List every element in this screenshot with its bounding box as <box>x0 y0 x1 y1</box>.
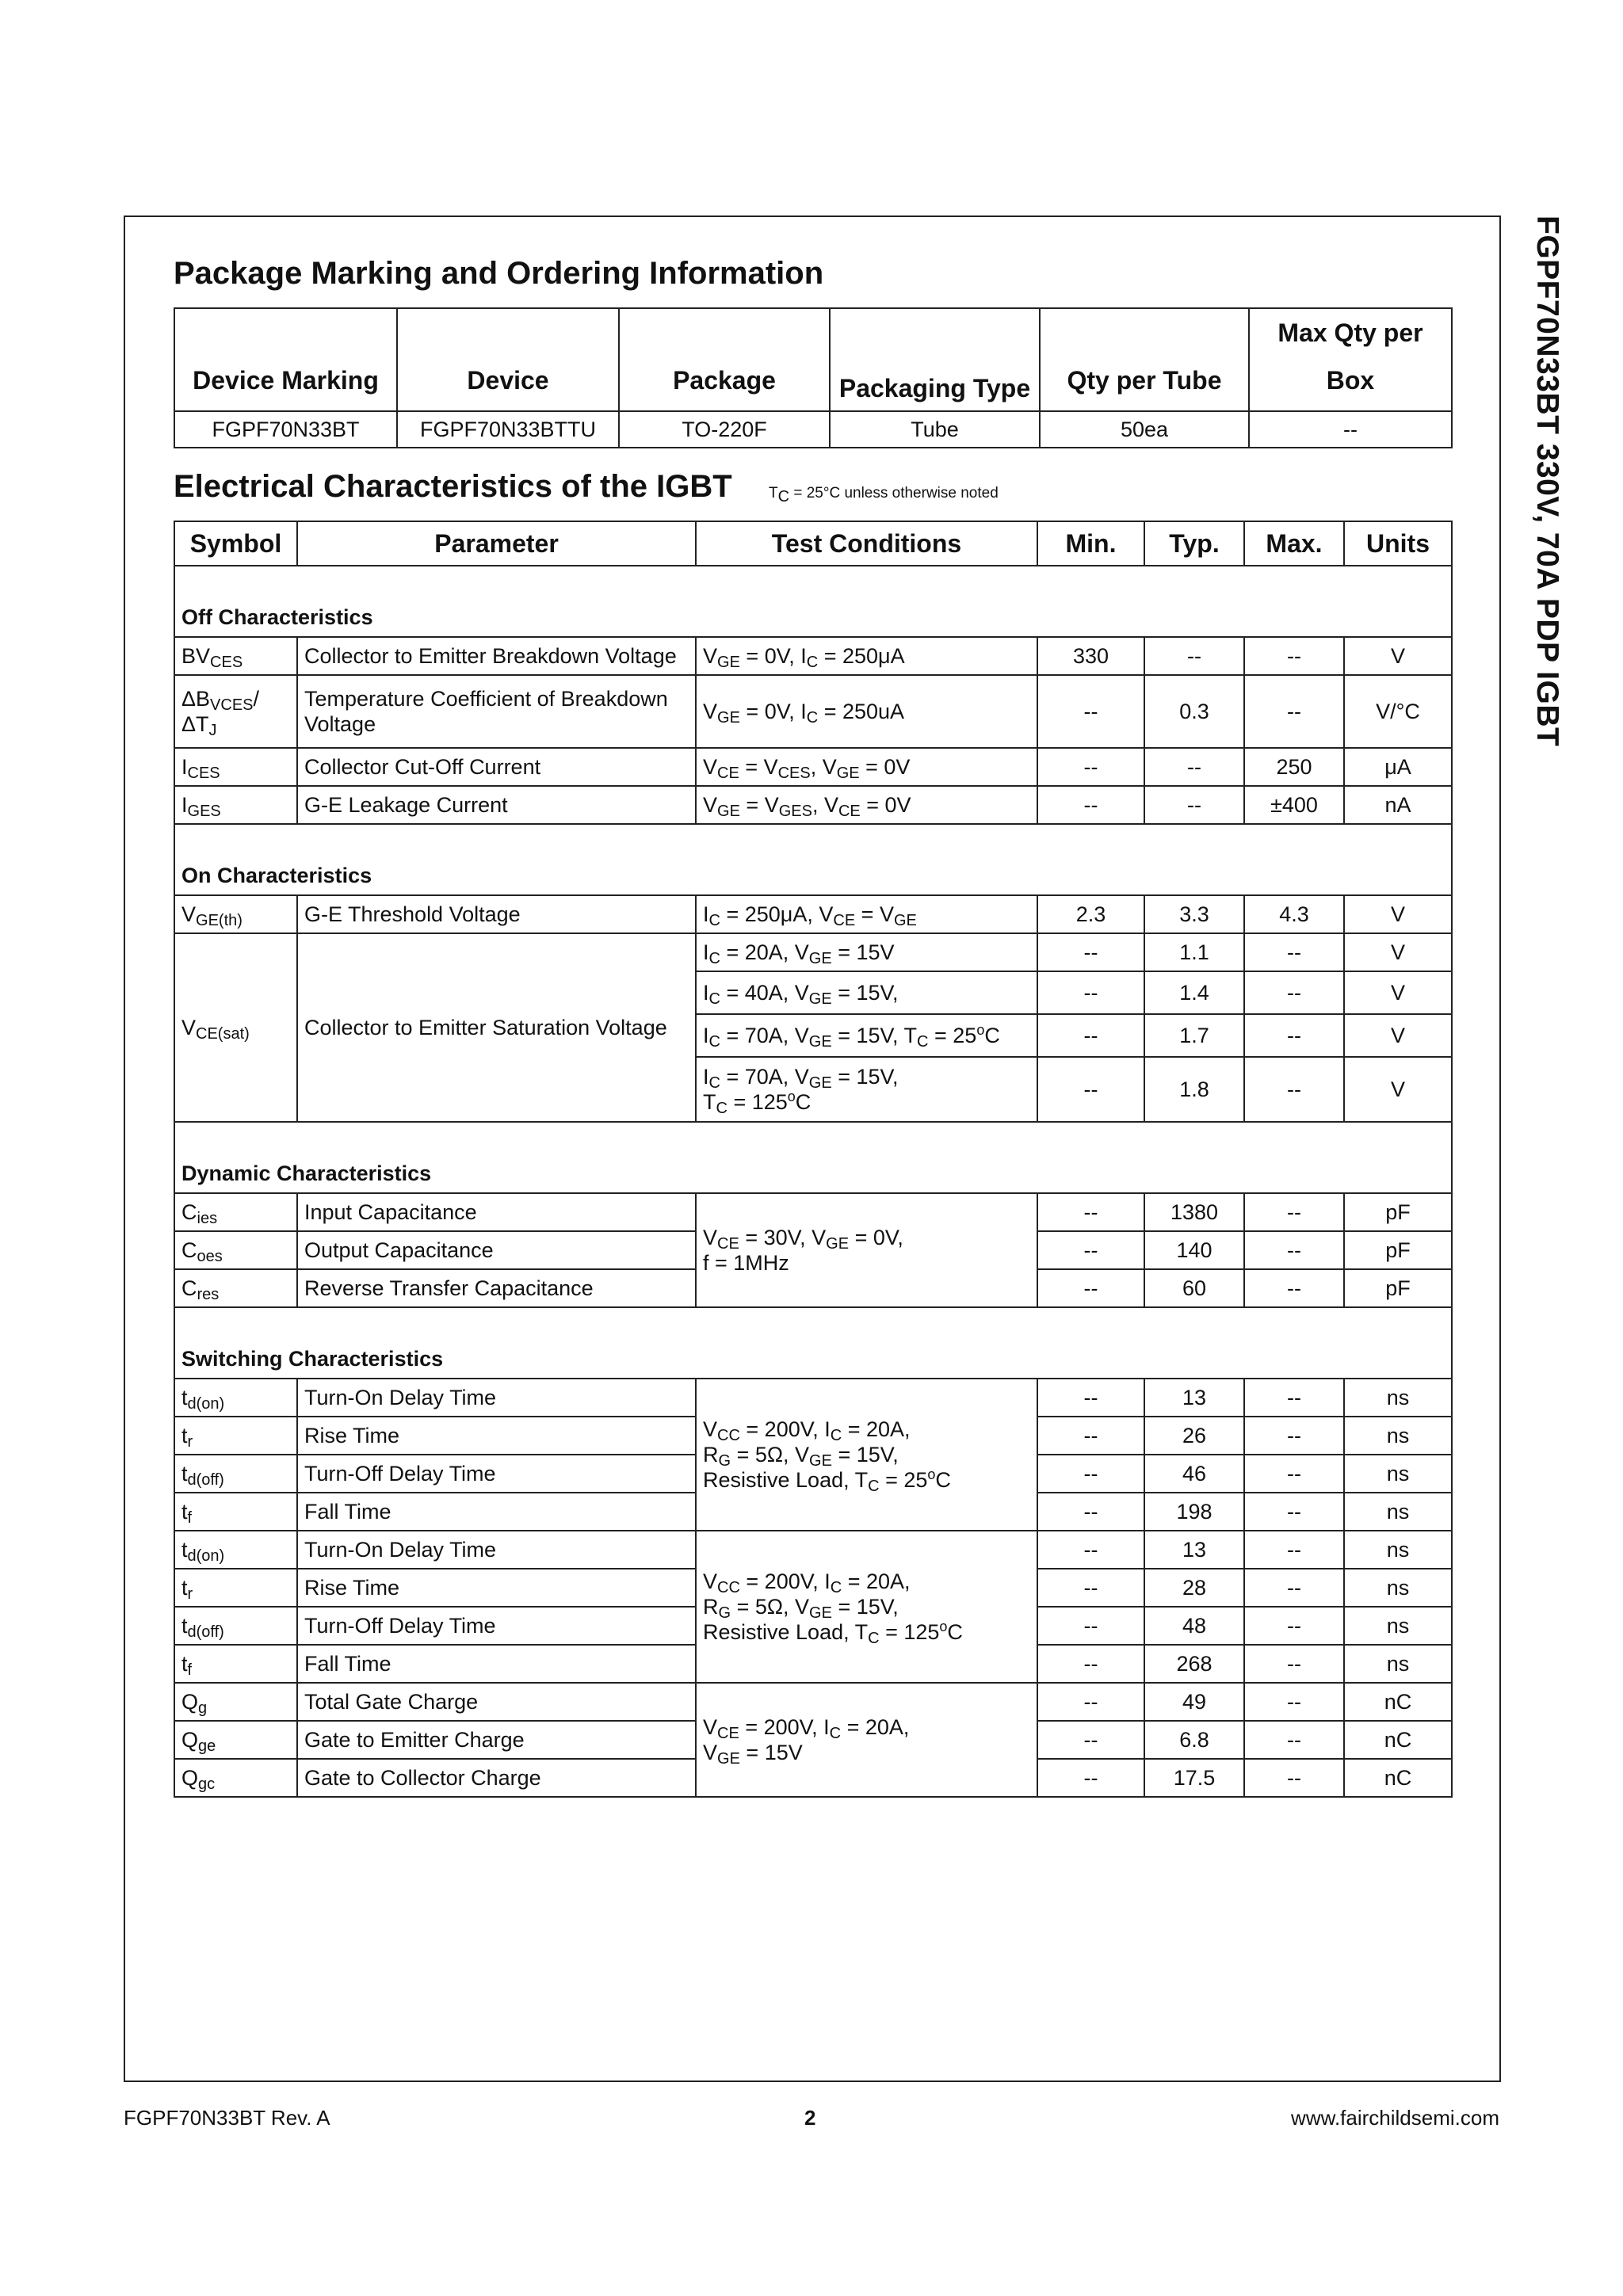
ordering-row <box>174 411 1452 448</box>
cell-qty-per-tube: 50ea <box>1040 411 1249 448</box>
cell-device-marking: FGPF70N33BT <box>174 411 397 448</box>
header-device: Device <box>397 308 619 411</box>
footer-revision: FGPF70N33BT Rev. A <box>124 2106 330 2130</box>
table-row: $Q_{gc}$ Gate to Collector Charge -- 17.5 -- nC <box>174 1759 1452 1797</box>
cell-device: FGPF70N33BTTU <box>397 411 619 448</box>
header-test-conditions: Test Conditions <box>696 521 1037 566</box>
table-row: $t_{d(on)}$ Turn-On Delay Time $V_{CC} = 200V$, $I_C = 20A$, $R_G = 5\Omega$, $V_{GE} = 15V$, Resistive Load, $T_C = 25^oC$ -- 13 -- ns <box>174 1379 1452 1417</box>
table-row: $I_C = 70A$, $V_{GE} = 15V$, $T_C = 125^oC$ -- 1.8 -- V <box>174 1057 1452 1122</box>
electrical-header-row <box>174 521 1452 566</box>
table-row: $I_{CES}$ Collector Cut-Off Current $V_{CE} = V_{CES}$, $V_{GE} = 0V$ -- -- 250 μA <box>174 748 1452 786</box>
page-number: 2 <box>804 2106 816 2130</box>
section-off: Off Characteristics <box>174 566 1452 637</box>
table-row: $t_r$ Rise Time -- 26 -- ns <box>174 1417 1452 1455</box>
table-row: $t_{d(on)}$ Turn-On Delay Time $V_{CC} = 200V$, $I_C = 20A$, $R_G = 5\Omega$, $V_{GE} = 15V$, Resistive Load, $T_C = 125^oC$ -- 13 -- ns <box>174 1531 1452 1569</box>
side-title: FGPF70N33BT 330V, 70A PDP IGBT <box>1530 215 1564 747</box>
table-row: $Q_{ge}$ Gate to Emitter Charge -- 6.8 -- nC <box>174 1721 1452 1759</box>
ordering-header-row <box>174 308 1452 411</box>
table-row: $BV_{CES}$ Collector to Emitter Breakdown Voltage $V_{GE} = 0V$, $I_C = 250\mu A$ 330 -- -- V <box>174 637 1452 675</box>
electrical-table <box>174 521 1453 1798</box>
package-section-title: Package Marking and Ordering Information <box>174 256 824 291</box>
table-row: $I_{GES}$ G-E Leakage Current $V_{GE} = V_{GES}$, $V_{CE} = 0V$ -- -- ±400 nA <box>174 786 1452 824</box>
header-qty-per-tube: Qty per Tube <box>1040 308 1249 411</box>
table-row: $I_C = 70A$, $V_{GE} = 15V$, $T_C = 25^oC$ -- 1.7 -- V <box>174 1014 1452 1057</box>
ordering-table <box>174 307 1453 448</box>
table-row: $t_r$ Rise Time -- 28 -- ns <box>174 1569 1452 1607</box>
table-row: $\Delta B_{VCES}/$ $\Delta T_J$ Temperature Coefficient of Breakdown Voltage $V_{GE} = 0V$, $I_C = 250uA$ -- 0.3 -- V/°C <box>174 675 1452 748</box>
table-row: $t_f$ Fall Time -- 268 -- ns <box>174 1645 1452 1683</box>
table-row: $C_{ies}$ Input Capacitance $V_{CE} = 30V$, $V_{GE} = 0V$, f = 1MHz -- 1380 -- pF <box>174 1193 1452 1231</box>
table-row: $V_{CE(sat)}$ Collector to Emitter Saturation Voltage $I_C = 20A$, $V_{GE} = 15V$ -- 1.1 -- V <box>174 933 1452 971</box>
cell-max-qty: -- <box>1249 411 1452 448</box>
section-on: On Characteristics <box>174 824 1452 895</box>
header-parameter: Parameter <box>297 521 696 566</box>
table-row: $t_{d(off)}$ Turn-Off Delay Time -- 46 -- ns <box>174 1455 1452 1493</box>
header-device-marking: Device Marking <box>174 308 397 411</box>
header-min: Min. <box>1037 521 1144 566</box>
table-row: $Q_g$ Total Gate Charge $V_{CE} = 200V$, $I_C = 20A$, $V_{GE} = 15V$ -- 49 -- nC <box>174 1683 1452 1721</box>
footer-website-link[interactable]: www.fairchildsemi.com <box>1291 2106 1499 2130</box>
header-package: Package <box>619 308 830 411</box>
header-packaging-type: Packaging Type <box>830 308 1040 411</box>
cell-package: TO-220F <box>619 411 830 448</box>
section-dynamic: Dynamic Characteristics <box>174 1122 1452 1193</box>
header-units: Units <box>1344 521 1452 566</box>
electrical-section-title: Electrical Characteristics of the IGBT <box>174 469 732 504</box>
table-row: $C_{res}$ Reverse Transfer Capacitance -- 60 -- pF <box>174 1269 1452 1307</box>
table-row: $t_{d(off)}$ Turn-Off Delay Time -- 48 -- ns <box>174 1607 1452 1645</box>
cell-packaging-type: Tube <box>830 411 1040 448</box>
temperature-note: $T_C = 25^\circ C$ unless otherwise noted <box>769 485 999 505</box>
header-max-qty-per-box: Max Qty per Box <box>1249 308 1452 411</box>
table-row: $t_f$ Fall Time -- 198 -- ns <box>174 1493 1452 1531</box>
table-row: $C_{oes}$ Output Capacitance -- 140 -- pF <box>174 1231 1452 1269</box>
table-row: $V_{GE(th)}$ G-E Threshold Voltage $I_C = 250\mu A$, $V_{CE} = V_{GE}$ 2.3 3.3 4.3 V <box>174 895 1452 933</box>
header-typ: Typ. <box>1144 521 1244 566</box>
section-switching: Switching Characteristics <box>174 1307 1452 1379</box>
table-row: $I_C = 40A$, $V_{GE} = 15V$, -- 1.4 -- V <box>174 971 1452 1014</box>
header-symbol: Symbol <box>174 521 297 566</box>
header-max: Max. <box>1244 521 1344 566</box>
